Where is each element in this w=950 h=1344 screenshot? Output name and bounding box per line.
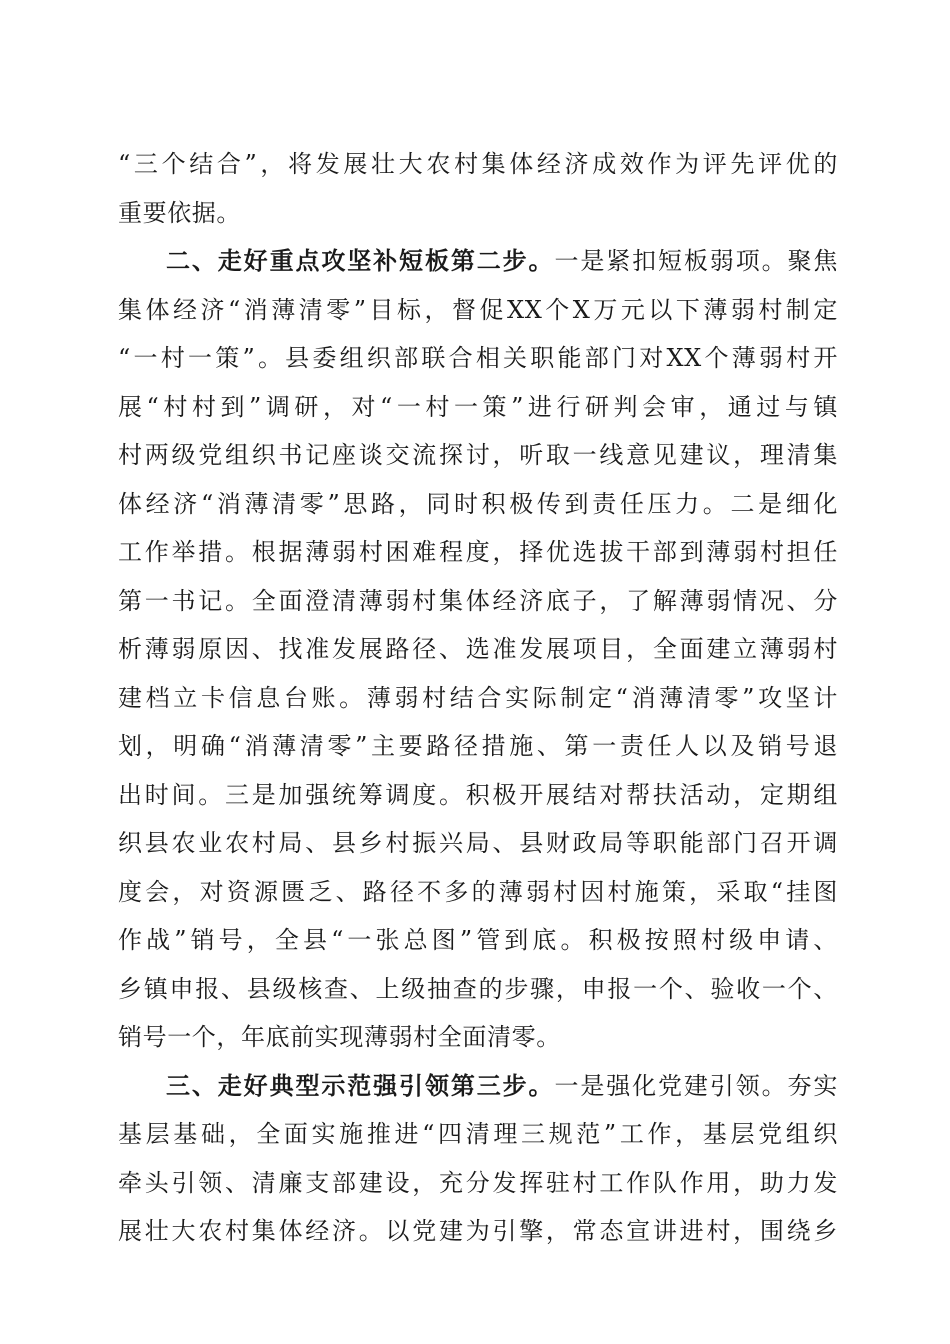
text-line: 牵头引领、清廉支部建设，充分发挥驻村工作队作用，助力发 <box>118 1168 838 1197</box>
text-line: 销号一个，年底前实现薄弱村全面清零。 <box>118 1023 561 1051</box>
text-line: “一村一策”。县委组织部联合相关职能部门对XX个薄弱村开 <box>118 344 838 372</box>
text-fragment: 一是强化党建引领。夯实 <box>554 1071 838 1100</box>
text-line: 基层基础，全面实施推进“四清理三规范”工作，基层党组织 <box>118 1120 838 1148</box>
text-line: 村两级党组织书记座谈交流探讨，听取一线意见建议，理清集 <box>118 441 838 469</box>
text-line: 展“村村到”调研，对“一村一策”进行研判会审，通过与镇 <box>118 392 838 421</box>
text-line: 体经济“消薄清零”思路，同时积极传到责任压力。二是细化 <box>118 489 838 518</box>
text-line: 重要依据。 <box>118 198 241 227</box>
text-line: 建档立卡信息台账。薄弱村结合实际制定“消薄清零”攻坚计 <box>118 683 838 712</box>
paragraph-2 <box>118 237 838 1062</box>
text-line: 集体经济“消薄清零”目标，督促XX个X万元以下薄弱村制定 <box>118 295 838 324</box>
text-line: 出时间。三是加强统筹调度。积极开展结对帮扶活动，定期组 <box>118 780 838 809</box>
section-heading: 二、走好重点攻坚补短板第二步。 <box>166 246 555 275</box>
text-line: 度会，对资源匮乏、路径不多的薄弱村因村施策，采取“挂图 <box>118 877 838 906</box>
document-body <box>118 140 838 1256</box>
paragraph-3 <box>118 1062 838 1256</box>
text-line: 工作举措。根据薄弱村困难程度，择优选拔干部到薄弱村担任 <box>118 538 838 566</box>
section-heading: 三、走好典型示范强引领第三步。 <box>166 1070 555 1100</box>
text-line: “三个结合”，将发展壮大农村集体经济成效作为评先评优的 <box>118 150 838 178</box>
text-fragment: 一是紧扣短板弱项。聚焦 <box>554 247 838 275</box>
text-line: 第一书记。全面澄清薄弱村集体经济底子，了解薄弱情况、分 <box>118 586 838 615</box>
text-line: 划，明确“消薄清零”主要路径措施、第一责任人以及销号退 <box>118 732 838 760</box>
paragraph-first-line <box>118 237 838 286</box>
text-line: 乡镇申报、县级核查、上级抽查的步骤，申报一个、验收一个、 <box>118 974 838 1003</box>
paragraph-1 <box>118 140 838 237</box>
paragraph-first-line <box>118 1062 838 1111</box>
text-line: 织县农业农村局、县乡村振兴局、县财政局等职能部门召开调 <box>118 829 838 857</box>
text-line: 作战”销号，全县“一张总图”管到底。积极按照村级申请、 <box>118 926 838 954</box>
text-line: 展壮大农村集体经济。以党建为引擎，常态宣讲进村，围绕乡 <box>118 1217 838 1245</box>
text-line: 析薄弱原因、找准发展路径、选准发展项目，全面建立薄弱村 <box>118 635 838 663</box>
